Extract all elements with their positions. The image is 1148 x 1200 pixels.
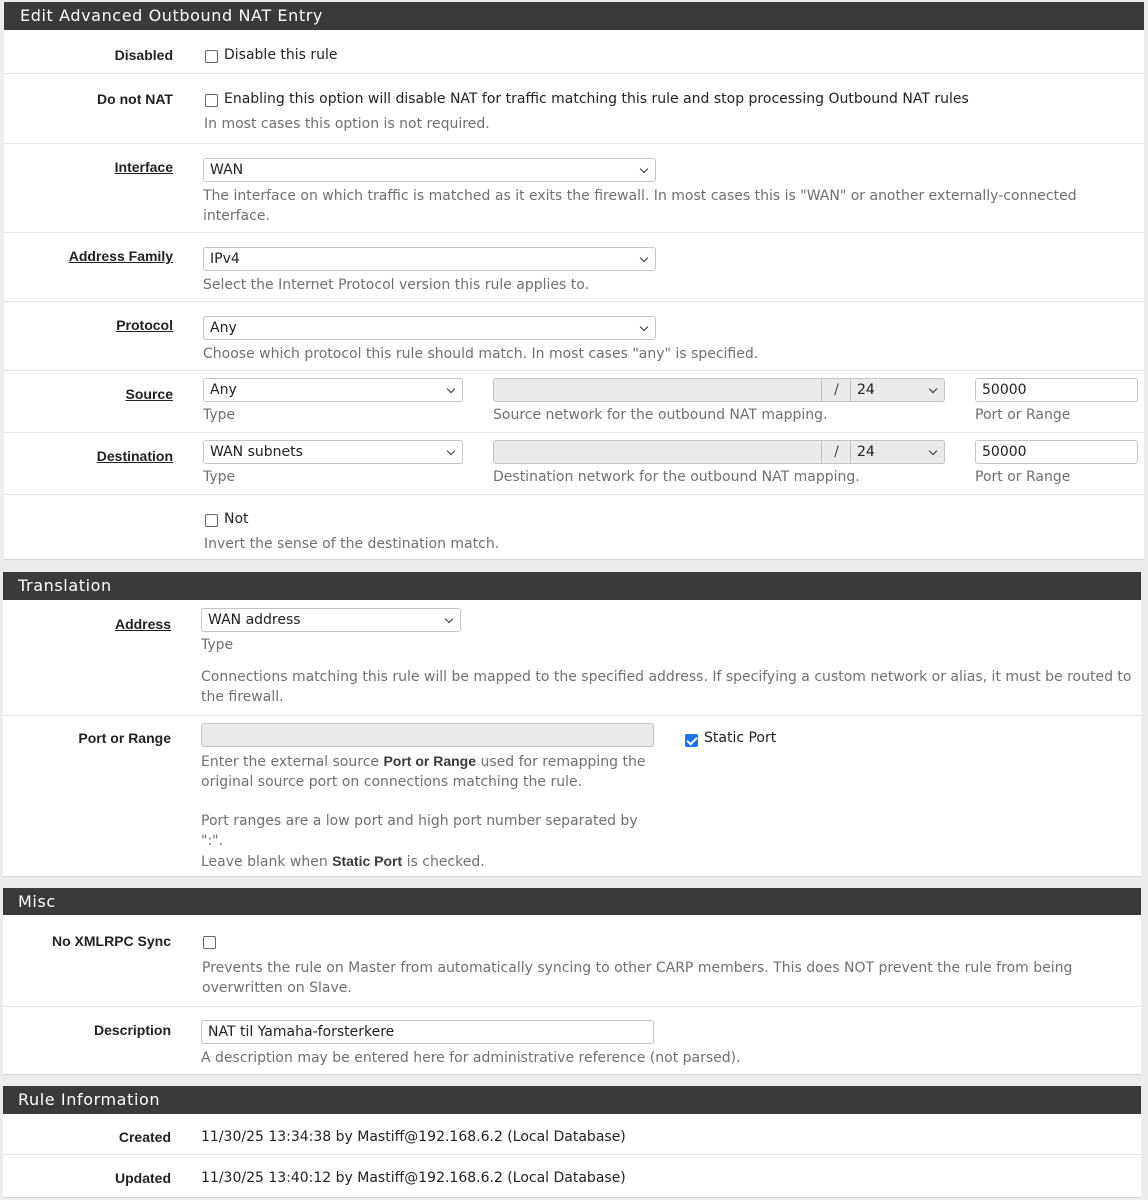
source-mask-value: 24 bbox=[857, 382, 875, 398]
translation-address-select[interactable] bbox=[201, 608, 461, 632]
disable-rule-text: Disable this rule bbox=[224, 47, 338, 63]
nosync-label: No XMLRPC Sync bbox=[51, 933, 171, 949]
not-help: Invert the sense of the destination match. bbox=[204, 536, 500, 552]
source-port-help: Port or Range bbox=[975, 407, 1071, 423]
description-help: A description may be entered here for administrative reference (not parsed). bbox=[201, 1050, 741, 1066]
source-row bbox=[4, 370, 1144, 432]
misc-heading: Misc bbox=[3, 888, 1141, 915]
translation-port-label: Port or Range bbox=[78, 730, 171, 746]
chevron-down-icon bbox=[640, 323, 648, 331]
translation-panel bbox=[3, 572, 1141, 877]
address-family-row bbox=[4, 232, 1144, 301]
rule-info-heading: Rule Information bbox=[3, 1086, 1141, 1114]
address-family-select[interactable] bbox=[203, 247, 656, 271]
donotnat-help: In most cases this option is not required. bbox=[204, 116, 490, 132]
description-input[interactable]: NAT til Yamaha-forsterkere bbox=[201, 1020, 654, 1044]
description-row bbox=[3, 1006, 1141, 1074]
disable-rule-checkbox[interactable] bbox=[205, 50, 218, 63]
address-family-help: Select the Internet Protocol version this rule applies to. bbox=[203, 277, 590, 293]
translation-port-help-3 bbox=[201, 851, 651, 872]
destination-slash: / bbox=[821, 440, 851, 464]
help-text: used for remapping the original source port on connections matching the rule. bbox=[201, 754, 646, 790]
destination-type-value: WAN subnets bbox=[210, 444, 303, 460]
help-text: Leave blank when bbox=[201, 854, 333, 870]
chevron-down-icon bbox=[929, 447, 937, 455]
translation-address-label: Address bbox=[114, 616, 171, 632]
protocol-select-value: Any bbox=[210, 320, 237, 336]
destination-port-input[interactable]: 50000 bbox=[975, 440, 1138, 464]
translation-port-help-1 bbox=[201, 751, 651, 792]
updated-row bbox=[3, 1154, 1141, 1198]
static-port-checkbox[interactable] bbox=[685, 734, 698, 747]
translation-port-help-2: Port ranges are a low port and high port number separated by ":". bbox=[201, 813, 638, 849]
static-port-text: Static Port bbox=[704, 730, 777, 746]
not-text: Not bbox=[224, 511, 249, 527]
interface-label: Interface bbox=[114, 159, 173, 175]
donotnat-checkbox[interactable] bbox=[205, 94, 218, 107]
source-type-value: Any bbox=[210, 382, 237, 398]
destination-network-help: Destination network for the outbound NAT mapping. bbox=[493, 469, 860, 485]
chevron-down-icon bbox=[447, 447, 455, 455]
destination-mask-select[interactable] bbox=[850, 440, 945, 464]
updated-value: 11/30/25 13:40:12 by Mastiff@192.168.6.2 (Local Database) bbox=[201, 1170, 626, 1186]
help-emphasis: Static Port bbox=[332, 853, 403, 869]
interface-select-value: WAN bbox=[210, 162, 244, 178]
address-family-label: Address Family bbox=[68, 248, 173, 264]
source-type-select[interactable] bbox=[203, 378, 463, 402]
created-row bbox=[3, 1114, 1141, 1154]
interface-row bbox=[4, 143, 1144, 232]
updated-label: Updated bbox=[115, 1170, 171, 1186]
source-slash: / bbox=[821, 378, 851, 402]
source-type-help: Type bbox=[203, 407, 236, 423]
destination-type-select[interactable] bbox=[203, 440, 463, 464]
donotnat-label: Do not NAT bbox=[97, 91, 173, 107]
nosync-help: Prevents the rule on Master from automatically syncing to other CARP members. This does NOT prevent the rule from being overwritten on Slave. bbox=[202, 960, 1073, 996]
source-port-input[interactable]: 50000 bbox=[975, 378, 1138, 402]
chevron-down-icon bbox=[640, 165, 648, 173]
chevron-down-icon bbox=[640, 254, 648, 262]
help-text: is checked. bbox=[402, 854, 485, 870]
misc-panel bbox=[3, 888, 1141, 1075]
source-label: Source bbox=[125, 386, 173, 402]
description-label: Description bbox=[93, 1022, 171, 1038]
translation-address-row bbox=[3, 600, 1141, 715]
protocol-label: Protocol bbox=[116, 317, 173, 333]
translation-address-type-help: Type bbox=[201, 637, 234, 653]
nosync-checkbox[interactable] bbox=[203, 936, 216, 949]
translation-address-value: WAN address bbox=[208, 612, 301, 628]
edit-nat-panel bbox=[4, 2, 1144, 560]
donotnat-row bbox=[4, 73, 1144, 143]
protocol-help: Choose which protocol this rule should match. In most cases "any" is specified. bbox=[203, 346, 759, 362]
destination-port-help: Port or Range bbox=[975, 469, 1071, 485]
destination-type-help: Type bbox=[203, 469, 236, 485]
nosync-row bbox=[3, 915, 1141, 1006]
destination-row bbox=[4, 432, 1144, 494]
chevron-down-icon bbox=[929, 385, 937, 393]
help-emphasis: Port or Range bbox=[383, 753, 477, 769]
rule-info-panel bbox=[3, 1086, 1141, 1198]
source-network-help: Source network for the outbound NAT mapping. bbox=[493, 407, 828, 423]
translation-address-help: Connections matching this rule will be mapped to the specified address. If specifying a custom network or alias, it must be routed to the firewall. bbox=[201, 669, 1132, 705]
interface-select[interactable] bbox=[203, 158, 656, 182]
protocol-select[interactable] bbox=[203, 316, 656, 340]
translation-heading: Translation bbox=[3, 572, 1141, 600]
not-row bbox=[4, 494, 1144, 560]
created-label: Created bbox=[118, 1129, 171, 1145]
destination-label: Destination bbox=[96, 448, 173, 464]
source-mask-select[interactable] bbox=[850, 378, 945, 402]
chevron-down-icon bbox=[445, 615, 453, 623]
destination-mask-value: 24 bbox=[857, 444, 875, 460]
translation-port-input[interactable] bbox=[201, 723, 654, 747]
address-family-select-value: IPv4 bbox=[210, 251, 240, 267]
created-value: 11/30/25 13:34:38 by Mastiff@192.168.6.2 (Local Database) bbox=[201, 1129, 626, 1145]
interface-help: The interface on which traffic is matched as it exits the firewall. In most cases this is "WAN" or another externally-connected interface. bbox=[203, 188, 1077, 224]
not-checkbox[interactable] bbox=[205, 514, 218, 527]
disabled-label: Disabled bbox=[114, 47, 173, 63]
destination-network-input[interactable] bbox=[493, 440, 823, 464]
help-text: Enter the external source bbox=[201, 754, 384, 770]
translation-port-row bbox=[3, 715, 1141, 877]
donotnat-text: Enabling this option will disable NAT for traffic matching this rule and stop processing Outbound NAT rules bbox=[224, 91, 969, 107]
protocol-row bbox=[4, 301, 1144, 370]
source-network-input[interactable] bbox=[493, 378, 823, 402]
chevron-down-icon bbox=[447, 385, 455, 393]
disabled-row bbox=[4, 30, 1144, 73]
edit-nat-heading: Edit Advanced Outbound NAT Entry bbox=[4, 2, 1144, 30]
